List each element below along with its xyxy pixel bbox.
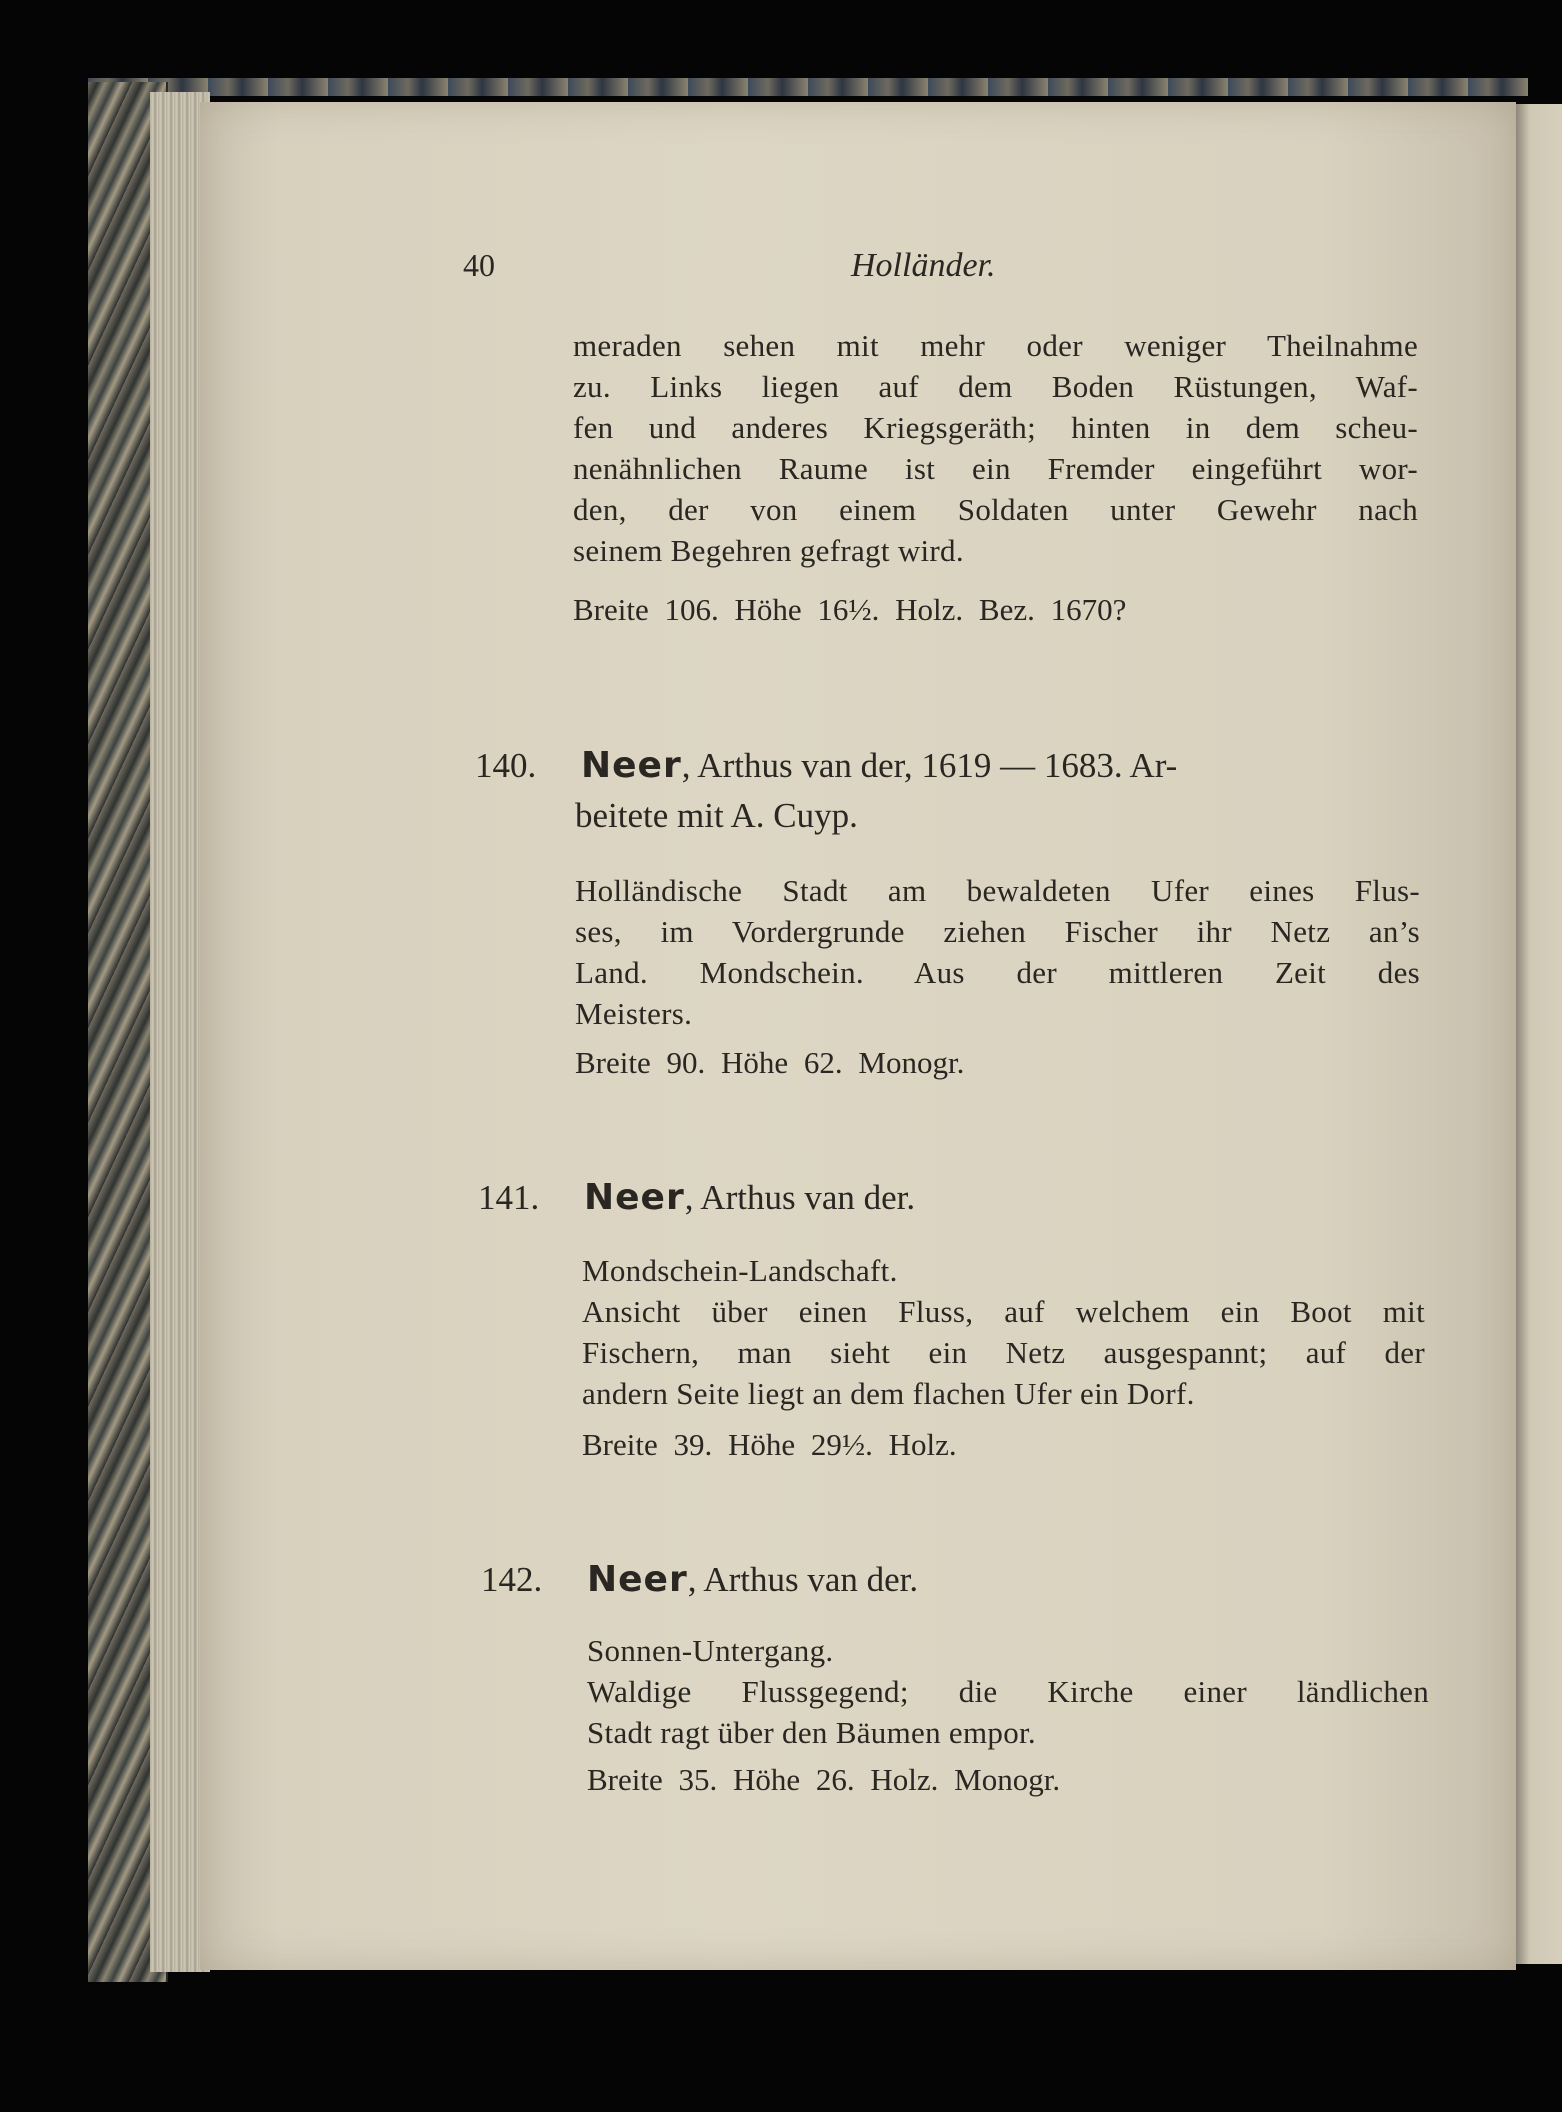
text-line: den, der von einem Soldaten unter Gewehr nach: [573, 492, 1418, 527]
entry-number: 140.: [475, 746, 537, 785]
entry-title-and-description: [582, 1250, 1425, 1414]
catalog-entry-140-heading: [475, 742, 1425, 842]
facing-page-edge: [1516, 104, 1562, 1964]
entry-number: 142.: [481, 1560, 543, 1599]
catalog-entry-141-heading: [478, 1174, 1428, 1224]
text-line: nenähnlichen Raume ist ein Fremder eingeführt wor-: [573, 451, 1418, 486]
entry-number: 141.: [478, 1178, 540, 1217]
text-line: Meisters.: [575, 996, 693, 1031]
text-line: Land. Mondschein. Aus der mittleren Zeit des: [575, 955, 1420, 990]
artist-details: , Arthus van der.: [684, 1178, 916, 1217]
measurement-line: Breite 39. Höhe 29½. Holz.: [582, 1427, 957, 1462]
text-line: Stadt ragt über den Bäumen empor.: [587, 1715, 1036, 1750]
measurement-line: Breite 106. Höhe 16½. Holz. Bez. 1670?: [573, 592, 1127, 627]
book-cover-top-edge: [88, 78, 1528, 96]
artist-details: , Arthus van der.: [687, 1560, 919, 1599]
painting-title: Sonnen-Untergang.: [587, 1633, 834, 1668]
text-line: meraden sehen mit mehr oder weniger Theilnahme: [573, 328, 1418, 363]
text-line: seinem Begehren gefragt wird.: [573, 533, 964, 568]
catalog-entry-142-heading: [481, 1556, 1431, 1606]
text-line: fen und anderes Kriegsgeräth; hinten in dem scheu-: [573, 410, 1418, 445]
page-header: [463, 247, 1083, 297]
artist-name: Neer: [581, 745, 682, 786]
measurement-line: Breite 35. Höhe 26. Holz. Monogr.: [587, 1762, 1061, 1797]
running-title: Holländer.: [851, 247, 996, 284]
artist-name: Neer: [587, 1559, 688, 1600]
text-line: Ansicht über einen Fluss, auf welchem ein Boot mit: [582, 1294, 1425, 1329]
artist-name: Neer: [584, 1177, 685, 1218]
text-line: zu. Links liegen auf dem Boden Rüstungen, Waf-: [573, 369, 1418, 404]
text-line: ses, im Vordergrunde ziehen Fischer ihr Netz an’s: [575, 914, 1420, 949]
text-line: Waldige Flussgegend; die Kirche einer ländlichen: [587, 1674, 1429, 1709]
text-line: andern Seite liegt an dem flachen Ufer ein Dorf.: [582, 1376, 1195, 1411]
continuation-paragraph: [573, 325, 1418, 571]
measurement-line: Breite 90. Höhe 62. Monogr.: [575, 1045, 965, 1080]
artist-details: , Arthus van der, 1619 — 1683. Ar-: [681, 746, 1178, 785]
artist-details-continued: beitete mit A. Cuyp.: [575, 796, 858, 835]
text-line: Fischern, man sieht ein Netz ausgespannt; auf der: [582, 1335, 1425, 1370]
painting-title: Mondschein-Landschaft.: [582, 1253, 898, 1288]
entry-description: [575, 870, 1420, 1034]
text-line: Holländische Stadt am bewaldeten Ufer eines Flus-: [575, 873, 1420, 908]
page-number: 40: [463, 247, 495, 283]
entry-title-and-description: [587, 1630, 1429, 1753]
